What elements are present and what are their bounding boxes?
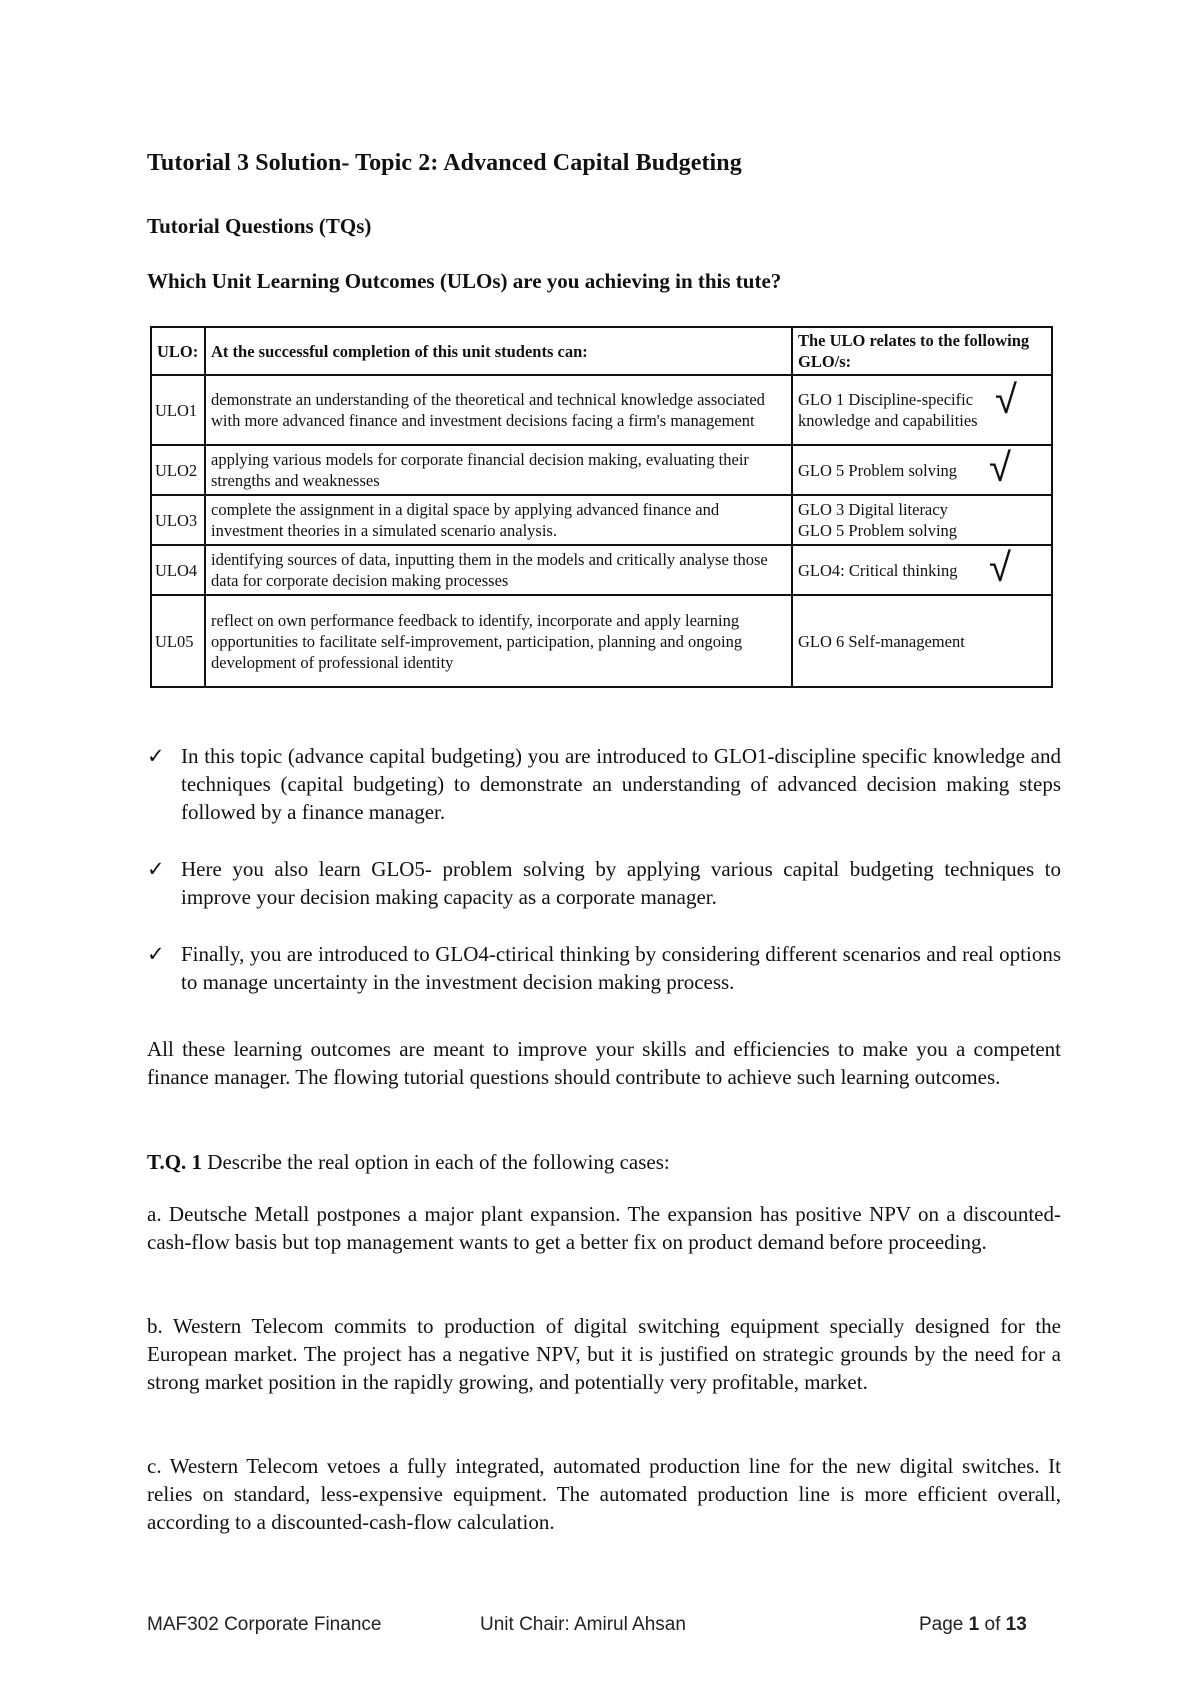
footer-chair: Unit Chair: Amirul Ahsan (480, 1614, 686, 1635)
glo-cell (792, 445, 1052, 495)
ulo-description: identifying sources of data, inputting them in the models and critically analyse those data for corporate decision making processes (205, 545, 792, 595)
ulo-code: ULO4 (151, 545, 205, 595)
checkmark-icon: ✓ (147, 942, 165, 966)
glo-text: GLO 5 Problem solving (798, 460, 958, 480)
glo-text: GLO4: Critical thinking (798, 560, 958, 580)
header-outcome: At the successful completion of this unit students can: (205, 327, 792, 375)
page-word: Page (919, 1614, 964, 1635)
check-mark-icon: √ (995, 377, 1017, 423)
tq1-label: T.Q. 1 (147, 1150, 203, 1174)
table-row (151, 545, 1052, 595)
tq1-text: Describe the real option in each of the following cases: (202, 1150, 670, 1174)
footer-course: MAF302 Corporate Finance (147, 1614, 382, 1635)
check-mark-icon: √ (989, 545, 1011, 591)
ulo-code: ULO2 (151, 445, 205, 495)
glo-cell (792, 375, 1052, 445)
ulo-code: ULO3 (151, 495, 205, 545)
case-b: b. Western Telecom commits to production of digital switching equipment specially designed for the European market. The project has a negative NPV, but it is justified on strategic grounds by the need for a strong market position in the rapidly growing, and potentially very profitable, market. (147, 1314, 1061, 1394)
tq1-prompt (147, 1148, 1061, 1176)
outcome-bullet-list (147, 742, 1061, 1025)
list-item (147, 742, 1061, 826)
table-row (151, 445, 1052, 495)
case-a: a. Deutsche Metall postpones a major plant expansion. The expansion has positive NPV on a discounted-cash-flow basis but top management wants to get a better fix on product demand before proceeding. (147, 1202, 1061, 1254)
checkmark-icon: ✓ (147, 857, 165, 881)
section-heading: Tutorial Questions (TQs) (147, 214, 372, 238)
bullet-text: Finally, you are introduced to GLO4-ctirical thinking by considering different scenarios and real options to manage uncertainty in the investment decision making process. (181, 942, 1061, 994)
bullet-text: In this topic (advance capital budgeting) you are introduced to GLO1-discipline specific knowledge and techniques (capital budgeting) to demonstrate an understanding of advanced decision making steps followed by a finance manager. (181, 744, 1061, 824)
ulo-code: UL05 (151, 595, 205, 687)
header-glo: The ULO relates to the following GLO/s: (792, 327, 1052, 375)
checkmark-icon: ✓ (147, 744, 165, 768)
glo-text: GLO 3 Digital literacy (798, 500, 948, 519)
current-page: 1 (968, 1614, 980, 1635)
header-ulo: ULO: (151, 327, 205, 375)
table-header-row (151, 327, 1052, 375)
table-row (151, 595, 1052, 687)
ulo-description: complete the assignment in a digital space by applying advanced finance and investment theories in a simulated scenario analysis. (205, 495, 792, 545)
glo-cell (792, 545, 1052, 595)
glo-text: GLO 6 Self-management (798, 631, 965, 651)
summary-paragraph: All these learning outcomes are meant to improve your skills and efficiencies to make you a competent finance manager. The flowing tutorial questions should contribute to achieve such learning outcomes. (147, 1037, 1061, 1089)
footer-page-number (919, 1614, 1027, 1636)
check-mark-icon: √ (989, 445, 1011, 491)
list-item (147, 855, 1061, 911)
glo-cell (792, 595, 1052, 687)
glo-text: GLO 5 Problem solving (798, 521, 958, 540)
bullet-text: Here you also learn GLO5- problem solving by applying various capital budgeting techniques to improve your decision making capacity as a corporate manager. (181, 857, 1061, 909)
ulo-question: Which Unit Learning Outcomes (ULOs) are you achieving in this tute? (147, 269, 782, 293)
case-c: c. Western Telecom vetoes a fully integrated, automated production line for the new digital switches. It relies on standard, less-expensive equipment. The automated production line is more efficient overall, according to a discounted-cash-flow calculation. (147, 1454, 1061, 1534)
table-row (151, 495, 1052, 545)
list-item (147, 940, 1061, 996)
page-title: Tutorial 3 Solution- Topic 2: Advanced Capital Budgeting (147, 150, 742, 176)
ulo-code: ULO1 (151, 375, 205, 445)
total-pages: 13 (1005, 1614, 1027, 1635)
table-row (151, 375, 1052, 445)
ulo-description: demonstrate an understanding of the theoretical and technical knowledge associated with more advanced finance and investment decisions facing a firm's management (205, 375, 792, 445)
of-word: of (984, 1614, 1001, 1635)
glo-cell (792, 495, 1052, 545)
glo-text: GLO 1 Discipline-specific knowledge and capabilities (798, 390, 978, 430)
ulo-description: reflect on own performance feedback to identify, incorporate and apply learning opportunities to facilitate self-improvement, participation, planning and ongoing development of professional identity (205, 595, 792, 687)
ulo-description: applying various models for corporate financial decision making, evaluating their strengths and weaknesses (205, 445, 792, 495)
ulo-table (150, 326, 1053, 688)
